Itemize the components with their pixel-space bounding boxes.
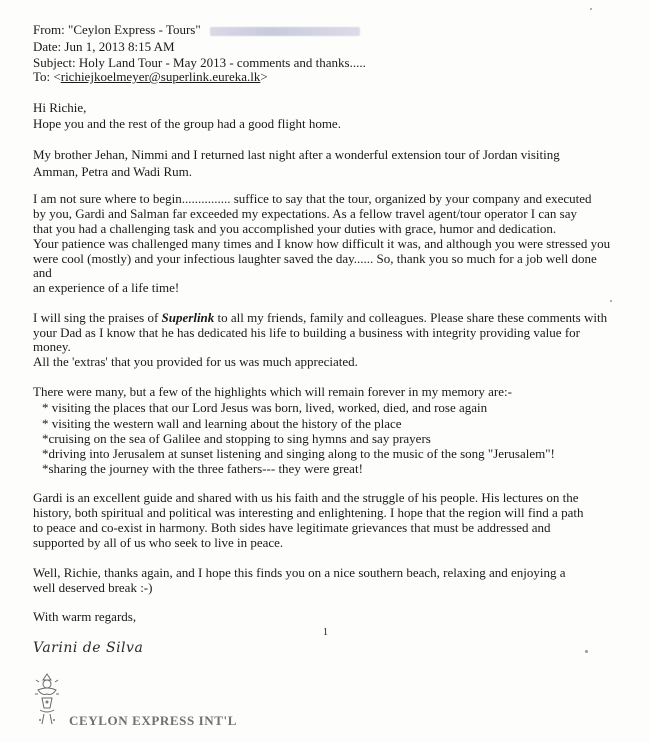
paragraph-line: history, both spiritual and political was interesting and enlightening. I hope that the region will find a path [33,505,584,520]
list-item: * visiting the places that our Lord Jesus was born, lived, worked, died, and rose again [42,400,488,415]
header-from [33,22,360,37]
header-date: Date: Jun 1, 2013 8:15 AM [33,39,175,54]
scan-speck [585,650,588,653]
to-address-link[interactable]: richiejkoelmeyer@superlink.eureka.lk [60,69,261,84]
redacted-email [210,27,360,36]
paragraph-line: All the 'extras' that you provided for us was much appreciated. [33,354,358,369]
paragraph-line: Your patience was challenged many times and I know how difficult it was, and although you were stressed you [33,236,611,251]
ornamental-logo-icon [30,670,64,730]
scan-speck [610,300,612,302]
paragraph-line: My brother Jehan, Nimmi and I returned last night after a wonderful extension tour of Jordan visiting [33,147,560,162]
text-run: I will sing the praises of [33,310,162,325]
paragraph-line: Well, Richie, thanks again, and I hope this finds you on a nice southern beach, relaxing and enjoying a [33,565,566,580]
paragraph-line: I am not sure where to begin............... suffice to say that the tour, organized by your company and executed [33,191,592,206]
paragraph-line: There were many, but a few of the highlights which will remain forever in my memory are:- [33,384,512,399]
paragraph-line: by you, Gardi and Salman far exceeded my expectations. As a fellow travel agent/tour operator I can say [33,206,577,221]
paragraph-line: supported by all of us who seek to live in peace. [33,535,284,550]
paragraph-line: and [33,265,52,280]
header-to [33,69,268,84]
header-subject: Subject: Holy Land Tour - May 2013 - comments and thanks..... [33,55,366,70]
closing: With warm regards, [33,609,137,624]
company-name: CEYLON EXPRESS INT'L [69,713,238,728]
paragraph-line: your Dad as I know that he has dedicated his life to building a business with integrity providing value for [33,325,580,340]
paragraph-line: Hope you and the rest of the group had a good flight home. [33,116,341,131]
list-item: *driving into Jerusalem at sunset listening and singing along to the music of the song "Jerusalem"! [42,446,555,461]
paragraph-line: money. [33,339,71,354]
from-name: "Ceylon Express - Tours" [68,22,201,37]
scan-speck [590,8,592,10]
text-run: to all my friends, family and colleagues. Please share these comments with [214,310,608,325]
list-item: * visiting the western wall and learning about the history of the place [42,416,402,431]
to-close: > [260,69,268,84]
to-label: To: < [33,69,61,84]
paragraph-line [33,310,607,325]
superlink-emphasis: Superlink [161,310,215,325]
paragraph-line: that you had a challenging task and you accomplished your duties with grace, humor and dedication. [33,221,557,236]
page-number: 1 [323,627,328,638]
from-label: From: [33,22,65,37]
list-item: *cruising on the sea of Galilee and stopping to sing hymns and say prayers [42,431,431,446]
paragraph-line: Amman, Petra and Wadi Rum. [33,164,193,179]
paragraph-line: were cool (mostly) and your infectious laughter saved the day...... So, thank you so much for a job well done [33,251,597,266]
greeting: Hi Richie, [33,100,87,115]
list-item: *sharing the journey with the three fathers--- they were great! [42,461,363,476]
paragraph-line: well deserved break :-) [33,580,153,595]
paragraph-line: Gardi is an excellent guide and shared with us his faith and the struggle of his people. His lectures on the [33,490,579,505]
paragraph-line: an experience of a life time! [33,280,180,295]
signature: Varini de Silva [33,640,144,656]
paragraph-line: to peace and co-exist in harmony. Both sides have legitimate grievances that must be addressed and [33,520,551,535]
